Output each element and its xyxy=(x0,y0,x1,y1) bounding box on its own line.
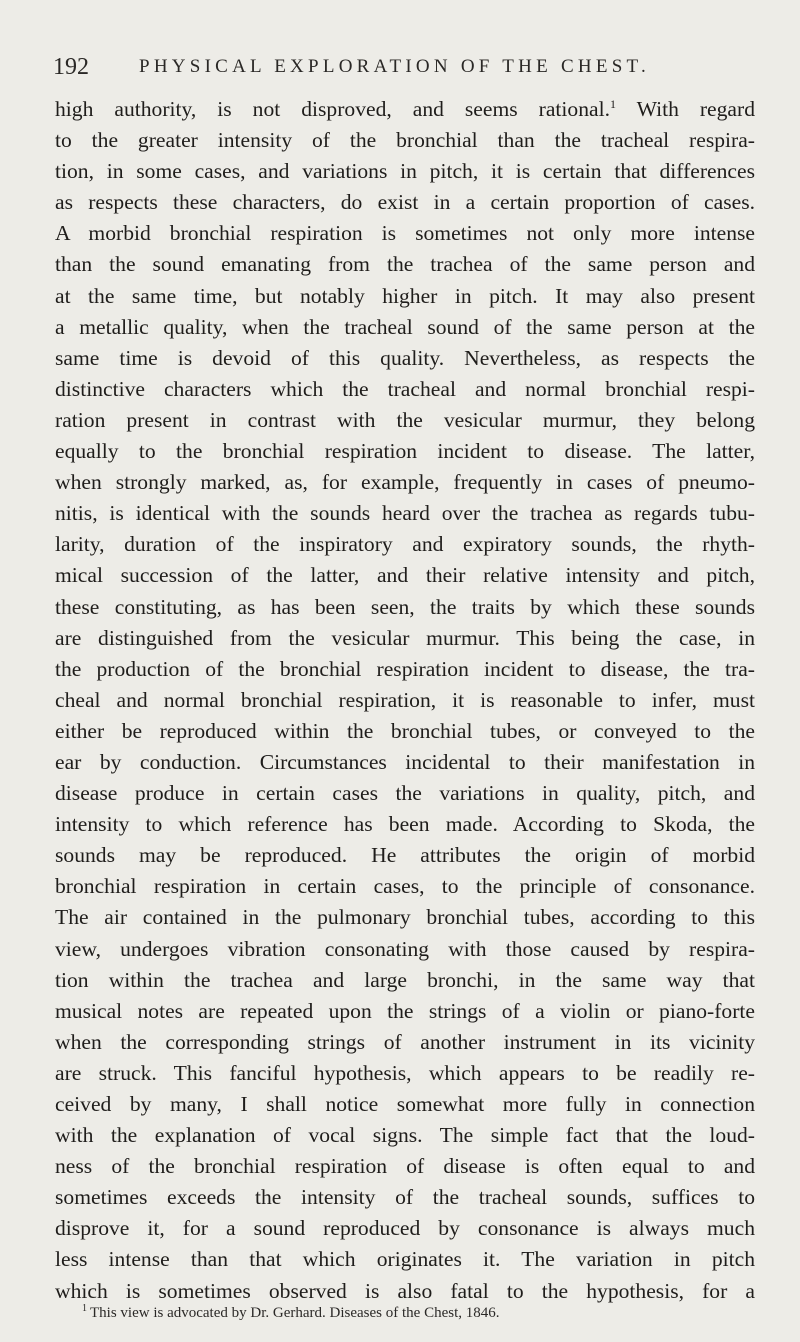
text-line-14: nitis, is identical with the sounds heard over the trachea as regards tubu- xyxy=(55,501,755,526)
page-number: 192 xyxy=(53,54,89,80)
footnote-mark: 1 xyxy=(82,1303,87,1314)
text-line-7: at the same time, but notably higher in pitch. It may also present xyxy=(55,283,755,308)
text-line-27: The air contained in the pulmonary bronchial tubes, according to this xyxy=(55,905,755,930)
text-line-30: musical notes are repeated upon the strings of a violin or piano-forte xyxy=(55,998,755,1023)
text-line-26: bronchial respiration in certain cases, to the principle of consonance. xyxy=(55,874,755,899)
text-line-39: which is sometimes observed is also fatal to the hypothesis, for a xyxy=(55,1278,755,1303)
text-line-31: when the corresponding strings of another instrument in its vicinity xyxy=(55,1029,755,1054)
running-header xyxy=(53,52,753,82)
text-line-20: cheal and normal bronchial respiration, it is reasonable to infer, must xyxy=(55,687,755,712)
footnote-text: This view is advocated by Dr. Gerhard. Diseases of the Chest, 1846. xyxy=(90,1305,500,1321)
text-line-38: less intense than that which originates it. The variation in pitch xyxy=(55,1247,755,1272)
text-line-17: these constituting, as has been seen, the traits by which these sounds xyxy=(55,594,755,619)
text-line-6: than the sound emanating from the trachea of the same person and xyxy=(55,252,755,277)
body-text xyxy=(55,94,755,1307)
text-line-2: to the greater intensity of the bronchial than the tracheal respira- xyxy=(55,128,755,153)
text-line-1-start: high authority, is not disproved, and seems rational. xyxy=(55,97,610,121)
text-line-33: ceived by many, I shall notice somewhat more fully in connection xyxy=(55,1092,755,1116)
text-line-34: with the explanation of vocal signs. The simple fact that the loud- xyxy=(55,1123,755,1148)
text-line-10: distinctive characters which the tracheal and normal bronchial respi- xyxy=(55,376,755,401)
text-line-12: equally to the bronchial respiration incident to disease. The latter, xyxy=(55,439,755,464)
text-line-16: mical succession of the latter, and their relative intensity and pitch, xyxy=(55,563,755,588)
text-line-22: ear by conduction. Circumstances incidental to their manifestation in xyxy=(55,749,755,774)
text-line-1-end: With regard xyxy=(636,97,755,121)
text-line-36: sometimes exceeds the intensity of the tracheal sounds, suffices to xyxy=(55,1185,755,1210)
text-line-28: view, undergoes vibration consonating with those caused by respira- xyxy=(55,936,755,961)
running-title: PHYSICAL EXPLORATION OF THE CHEST. xyxy=(139,56,650,77)
text-line-37: disprove it, for a sound reproduced by consonance is always much xyxy=(55,1216,755,1241)
footnote xyxy=(82,1304,500,1322)
text-line-3: tion, in some cases, and variations in pitch, it is certain that differences xyxy=(55,159,755,184)
text-line-9: same time is devoid of this quality. Nevertheless, as respects the xyxy=(55,345,755,370)
text-line-15: larity, duration of the inspiratory and expiratory sounds, the rhyth- xyxy=(55,532,755,557)
text-line-1 xyxy=(55,94,755,125)
text-line-19: the production of the bronchial respiration incident to disease, the tra- xyxy=(55,656,755,681)
text-line-4: as respects these characters, do exist in a certain proportion of cases. xyxy=(55,190,755,215)
text-line-23: disease produce in certain cases the variations in quality, pitch, and xyxy=(55,781,755,806)
text-line-29: tion within the trachea and large bronchi, in the same way that xyxy=(55,967,755,992)
text-line-13: when strongly marked, as, for example, frequently in cases of pneumo- xyxy=(55,470,755,495)
text-line-5: A morbid bronchial respiration is sometimes not only more intense xyxy=(55,221,755,246)
text-line-21: either be reproduced within the bronchial tubes, or conveyed to the xyxy=(55,718,755,743)
text-line-25: sounds may be reproduced. He attributes the origin of morbid xyxy=(55,843,755,868)
text-line-11: ration present in contrast with the vesicular murmur, they belong xyxy=(55,407,755,432)
text-line-18: are distinguished from the vesicular murmur. This being the case, in xyxy=(55,625,755,650)
text-line-35: ness of the bronchial respiration of disease is often equal to and xyxy=(55,1154,755,1179)
footnote-reference: 1 xyxy=(609,96,616,111)
text-line-8: a metallic quality, when the tracheal sound of the same person at the xyxy=(55,314,755,339)
text-line-32: are struck. This fanciful hypothesis, which appears to be readily re- xyxy=(55,1060,755,1085)
text-line-24: intensity to which reference has been made. According to Skoda, the xyxy=(55,812,755,837)
